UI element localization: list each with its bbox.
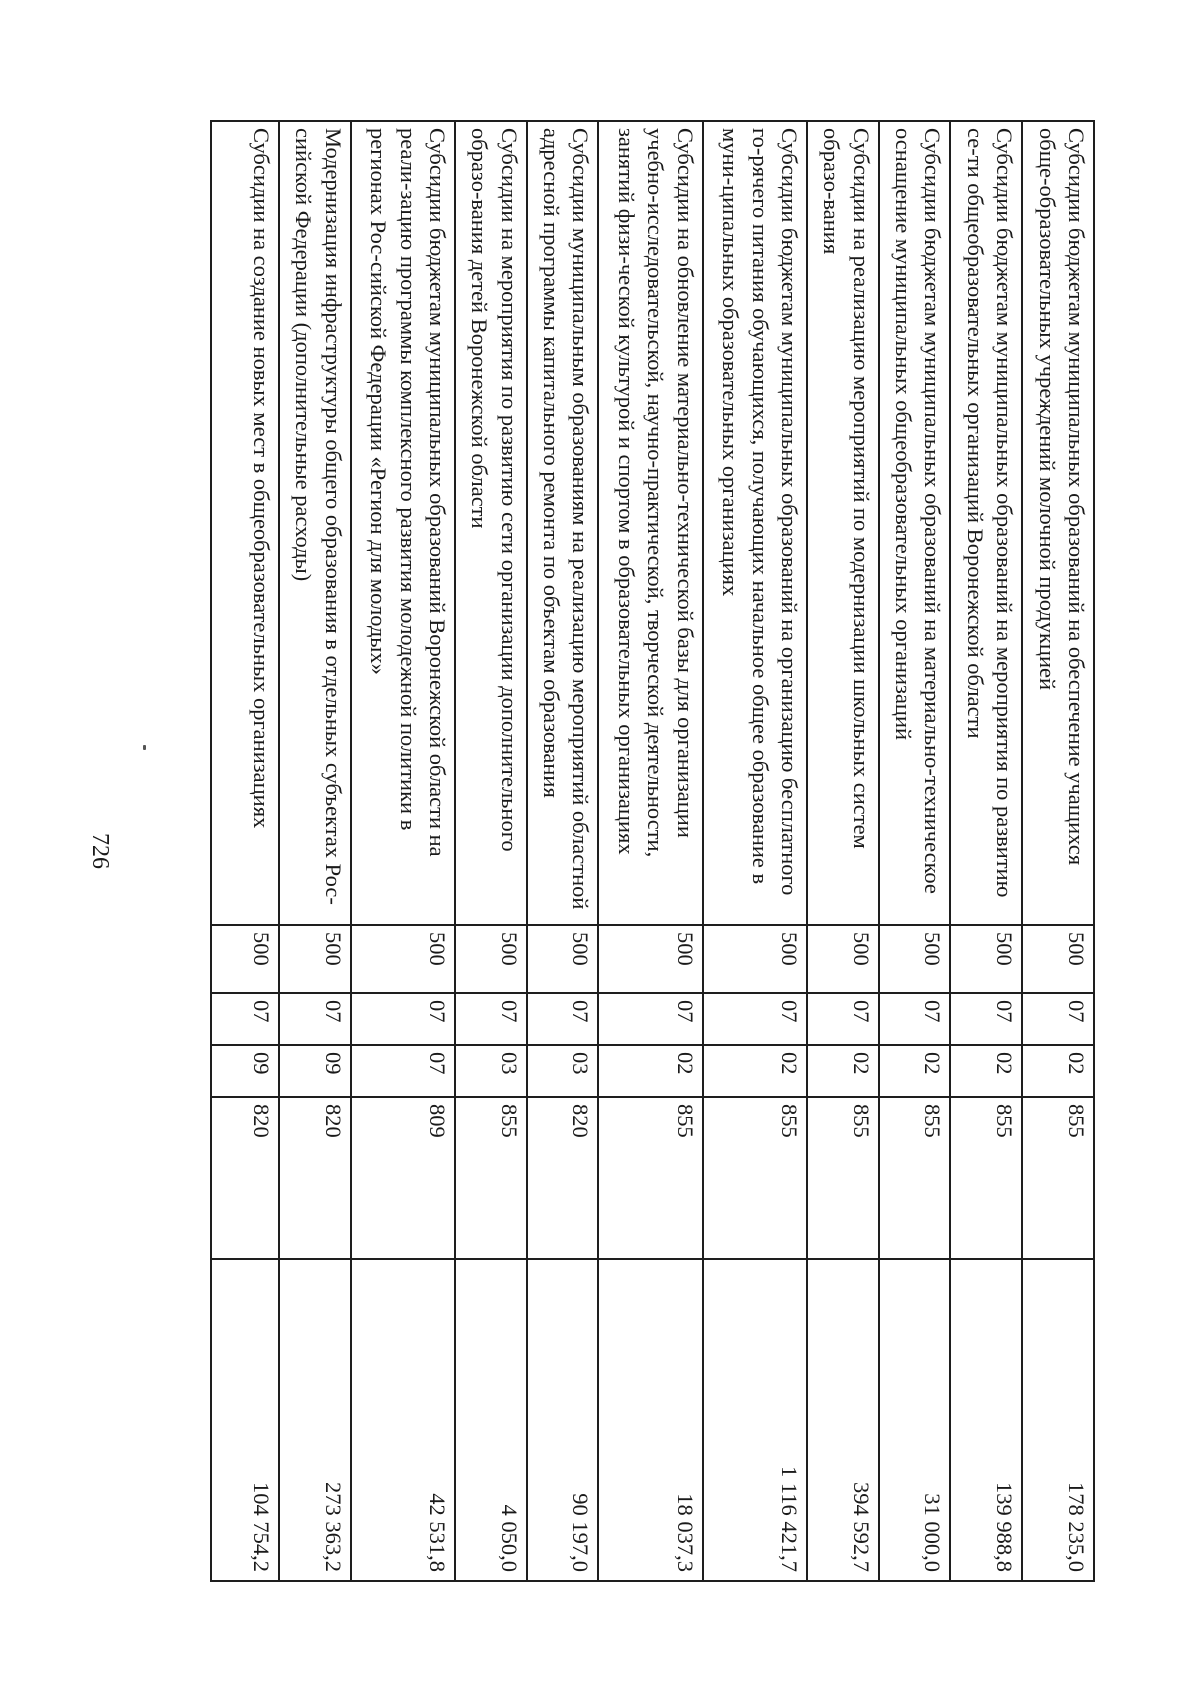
row-description: Субсидии муниципальным образованиям на реализацию мероприятий областной адресной программы капитального ремонта по объектам образования	[527, 121, 599, 925]
row-group: 500	[951, 925, 1023, 993]
table-row	[211, 121, 279, 1581]
row-group: 500	[703, 925, 807, 993]
row-code: 855	[951, 1097, 1023, 1259]
table-row	[351, 121, 455, 1581]
row-amount: 139 988,8	[951, 1259, 1023, 1581]
budget-table-rotated	[210, 120, 1095, 1580]
row-section: 07	[703, 993, 807, 1045]
row-section: 07	[351, 993, 455, 1045]
row-group: 500	[1022, 925, 1094, 993]
row-subsection: 03	[455, 1045, 527, 1097]
table-row	[598, 121, 702, 1581]
row-amount: 1 116 421,7	[703, 1259, 807, 1581]
row-section: 07	[279, 993, 351, 1045]
row-description: Субсидии на реализацию мероприятий по модернизации школьных систем образо-вания	[807, 121, 879, 925]
table-row	[279, 121, 351, 1581]
row-amount: 178 235,0	[1022, 1259, 1094, 1581]
row-amount: 31 000,0	[879, 1259, 951, 1581]
scan-speck	[143, 745, 146, 750]
row-group: 500	[455, 925, 527, 993]
row-description: Субсидии бюджетам муниципальных образований Воронежской области на реали-зацию программы комплексного развития молодежной политики в регионах Рос-сийской Федерации «Регион для молодых»	[351, 121, 455, 925]
row-description: Модернизация инфраструктуры общего образования в отдельных субъектах Рос-сийской Федерации (дополнительные расходы)	[279, 121, 351, 925]
row-amount: 18 037,3	[598, 1259, 702, 1581]
row-subsection: 07	[351, 1045, 455, 1097]
row-code: 809	[351, 1097, 455, 1259]
table-row	[455, 121, 527, 1581]
row-code: 855	[807, 1097, 879, 1259]
row-description: Субсидии бюджетам муниципальных образований на обеспечение учащихся обще-образовательных учреждений молочной продукцией	[1022, 121, 1094, 925]
row-description: Субсидии бюджетам муниципальных образований на материально-техническое оснащение муниципальных общеобразовательных организаций	[879, 121, 951, 925]
table-row	[807, 121, 879, 1581]
row-section: 07	[211, 993, 279, 1045]
table-row	[879, 121, 951, 1581]
row-description: Субсидии бюджетам муниципальных образований на организацию бесплатного го-рячего питания обучающихся, получающих начальное общее образование в муни-ципальных образовательных организациях	[703, 121, 807, 925]
row-section: 07	[598, 993, 702, 1045]
row-section: 07	[951, 993, 1023, 1045]
row-amount: 42 531,8	[351, 1259, 455, 1581]
row-subsection: 02	[1022, 1045, 1094, 1097]
row-code: 820	[527, 1097, 599, 1259]
row-amount: 4 050,0	[455, 1259, 527, 1581]
row-subsection: 02	[951, 1045, 1023, 1097]
row-code: 820	[211, 1097, 279, 1259]
row-section: 07	[1022, 993, 1094, 1045]
row-description: Субсидии на обновление материально-технической базы для организации учебно-исследовательской, научно-практической, творческой деятельности, занятий физи-ческой культурой и спортом в образовательных организациях	[598, 121, 702, 925]
row-amount: 394 592,7	[807, 1259, 879, 1581]
row-subsection: 09	[279, 1045, 351, 1097]
row-code: 855	[1022, 1097, 1094, 1259]
row-group: 500	[598, 925, 702, 993]
row-code: 855	[703, 1097, 807, 1259]
row-subsection: 02	[879, 1045, 951, 1097]
row-amount: 104 754,2	[211, 1259, 279, 1581]
row-subsection: 02	[807, 1045, 879, 1097]
row-subsection: 03	[527, 1045, 599, 1097]
row-group: 500	[807, 925, 879, 993]
row-section: 07	[879, 993, 951, 1045]
row-amount: 273 363,2	[279, 1259, 351, 1581]
row-section: 07	[527, 993, 599, 1045]
row-amount: 90 197,0	[527, 1259, 599, 1581]
budget-table	[210, 120, 1095, 1582]
row-description: Субсидии на мероприятия по развитию сети организации дополнительного образо-вания детей Воронежской области	[455, 121, 527, 925]
row-subsection: 02	[703, 1045, 807, 1097]
table-row	[527, 121, 599, 1581]
table-row	[951, 121, 1023, 1581]
row-group: 500	[279, 925, 351, 993]
table-row	[703, 121, 807, 1581]
page-number: 726	[87, 833, 113, 869]
row-section: 07	[807, 993, 879, 1045]
row-group: 500	[351, 925, 455, 993]
table-row	[1022, 121, 1094, 1581]
row-group: 500	[211, 925, 279, 993]
row-group: 500	[527, 925, 599, 993]
row-code: 855	[455, 1097, 527, 1259]
row-description: Субсидии бюджетам муниципальных образований на мероприятия по развитию се-ти общеобразовательных организаций Воронежской области	[951, 121, 1023, 925]
row-group: 500	[879, 925, 951, 993]
row-code: 820	[279, 1097, 351, 1259]
row-code: 855	[879, 1097, 951, 1259]
row-subsection: 02	[598, 1045, 702, 1097]
row-section: 07	[455, 993, 527, 1045]
row-subsection: 09	[211, 1045, 279, 1097]
row-description: Субсидии на создание новых мест в общеобразовательных организациях	[211, 121, 279, 925]
row-code: 855	[598, 1097, 702, 1259]
